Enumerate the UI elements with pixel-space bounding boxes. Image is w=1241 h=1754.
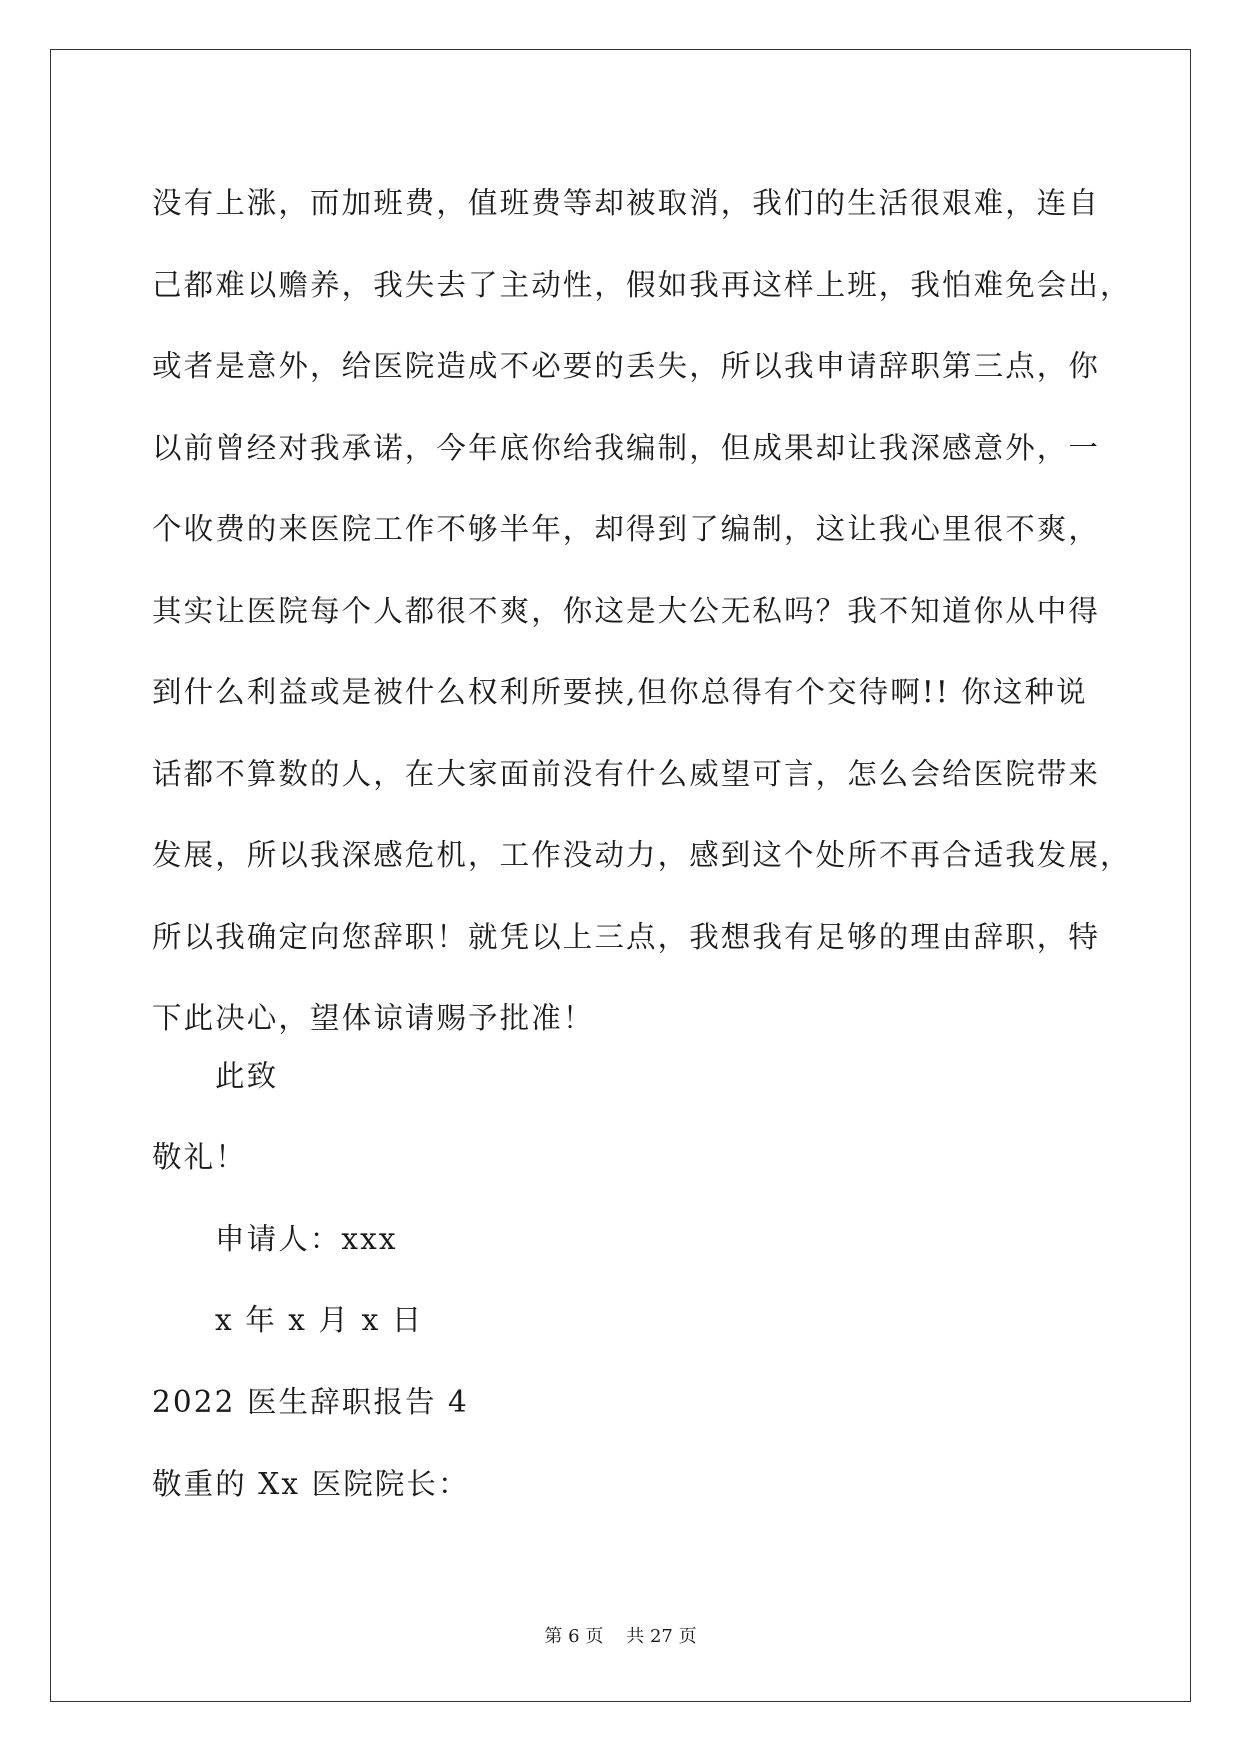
page-total: 共 27 页 bbox=[626, 1626, 697, 1647]
section-title: 2022 医生辞职报告 4 bbox=[152, 1385, 469, 1419]
regards: 敬礼！ bbox=[152, 1140, 247, 1174]
body-line: 以前曾经对我承诺，今年底你给我编制，但成果却让我深感意外，一 bbox=[152, 430, 1101, 465]
body-line: 话都不算数的人，在大家面前没有什么威望可言，怎么会给医院带来 bbox=[152, 756, 1101, 791]
body-line: 或者是意外，给医院造成不必要的丢失，所以我申请辞职第三点，你 bbox=[152, 349, 1101, 383]
letter-body bbox=[152, 163, 1132, 1060]
body-line: 其实让医院每个人都很不爽，你这是大公无私吗？我不知道你从中得 bbox=[152, 593, 1101, 628]
page-number: 第 6 页 bbox=[544, 1626, 604, 1647]
body-line: 没有上涨，而加班费，值班费等却被取消，我们的生活很艰难，连自 bbox=[152, 186, 1101, 220]
salutation: 此致 bbox=[215, 1059, 279, 1093]
body-line: 个收费的来医院工作不够半年，却得到了编制，这让我心里很不爽， bbox=[152, 512, 1101, 546]
body-line: 到什么利益或是被什么权利所要挟,但你总得有个交待啊!! 你这种说 bbox=[152, 675, 1088, 709]
body-line: 下此决心，望体谅请赐予批准！ bbox=[152, 1001, 595, 1035]
page-footer bbox=[0, 1625, 1241, 1649]
body-line: 发展，所以我深感危机，工作没动力，感到这个处所不再合适我发展， bbox=[152, 838, 1132, 872]
body-line: 所以我确定向您辞职！就凭以上三点，我想我有足够的理由辞职，特 bbox=[152, 919, 1101, 954]
body-line: 己都难以赡养，我失去了主动性，假如我再这样上班，我怕难免会出， bbox=[152, 267, 1132, 302]
applicant-signature: 申请人：xxx bbox=[215, 1222, 398, 1256]
letter-greeting: 敬重的 Xx 医院院长： bbox=[152, 1467, 470, 1501]
letter-date: x 年 x 月 x 日 bbox=[215, 1303, 424, 1337]
